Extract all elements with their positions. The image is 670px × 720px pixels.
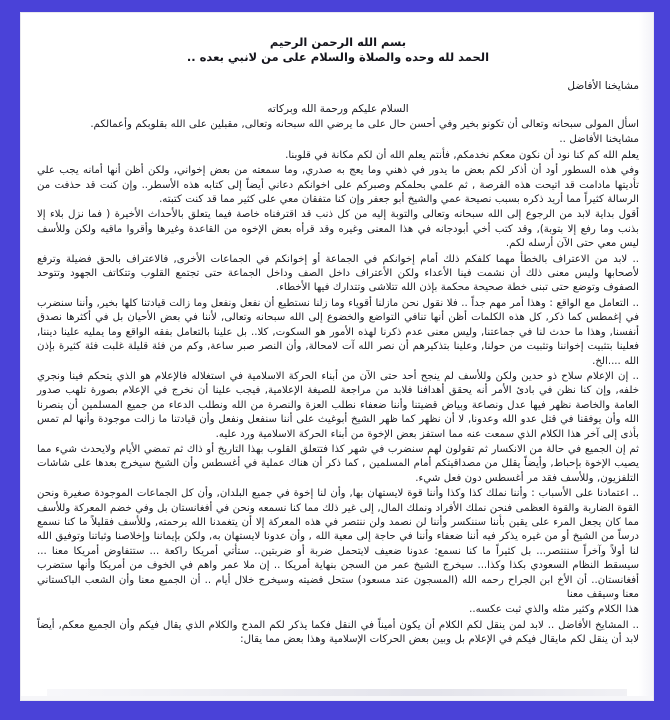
- greeting-line: السلام عليكم ورحمة الله وبركاته: [267, 103, 409, 115]
- paragraph-5: أقول بداية لابد من الرجوع إلى الله سبحانه وتعالى والتوبة إليه من كل ذنب قد اقترفناه خاصة فيما يتعلق بالأحداث الأخيرة ( فما نزل بلاء إلا بذنب وما رفع إلا بتوبة), وقد كتب أخي أبودجانه في هذا المعنى وغيره وقد قرأه بعض الإخوه من القاعدة وغيرها وأقروا ماقيه ولكن وللأسف ليس معي حتى الآن أرسله لكم.: [37, 209, 639, 250]
- salutation-title: مشايخنا الأفاضل: [567, 80, 639, 92]
- scan-bottom-band: [21, 696, 653, 700]
- paragraph-12: .. المشايخ الأفاضل .. لابد لمن ينقل لكم الكلام أن يكون أميناً في النقل فكما يذكر لكم المدح والكلام الذي يقال فيكم وأن الجميع معكم, أيضاً لابد أن ينقل لكم مايقال فيكم في الإعلام بل وبين بعض الحركات الإسلامية وهذا بعض مما يقال:: [37, 619, 639, 646]
- paragraph-2: مشايخنا الأفاضل ..: [559, 134, 639, 146]
- paragraph-9: ثم إن الجميع في حالة من الانكسار ثم تقولون لهم سنضرب في شهر كذا فتتعلق القلوب بهذا التاريخ أو ذاك ثم تمضي الأيام ولايحدث شيء مما يصيب الإخوة بإحباط, وأيضاً يقلل من مصداقيتكم أمام المسلمين , كما ذكر أن هناك عملية في أغسطس وأن الشيخ سيخرج بعدها على شاشات التلفزيون, وللأسف فقد مر أغسطس دون فعل شيء.: [37, 443, 639, 484]
- paragraph-8: .. إن الإعلام سلاح ذو حدين ولكن وللأسف لم ينجح أحد حتى الآن من أبناء الحركة الاسلامية في استغلاله فالإعلام هو الذي يتحكم فينا ونجري خلفه, وإن كنا نظن في بادئ الأمر أنه يحقق أهدافنا فلابد من مراجعة للصيغة الإعلامية, فيجب علينا أن نخرج في الإعلام بصورة تلهب صدور العامة والخاصة نظهر فيها عدل ونصاعة وبياض قضيتنا وأننا ضعفاء نطلب العزة والنصرة من الله ونطلب الدعاء من جميع المسلمين أن ينصرنا الله وأن يوفقنا في قتل عدو الله وعدونا, لا أن نظهر كما ظهر الشيخ أبوغيث على أننا سنفعل ونفعل وأن قيادتنا ما زالت موجودة وأنها لم تمس بأذى إلى آخر هذا الكلام الذي سمعت عنه مما استفز بعض الإخوة من أبناء الحركة الاسلامية ورد عليه.: [37, 370, 639, 440]
- paragraph-4: وفي هذه السطور أود أن أذكر لكم بعض ما يدور في ذهني وما يعج به صدري, وما سمعته من بعض إخواني, ولكن أظن أنها أمانه يجب علي تأديتها مادامت قد اتيحت هذه الفرصة , ثم علمي بحلمكم وصبركم على اخوانكم دعاني أيضاً إلى كتابه هذه الأسطر.. وإن كنت قد حذفت من الرسالة كثيراً مما أريد ذكره بسبب نصيحة عمي والشيخ أبو جعفر وإن كنا متفقان معي على كثير مما قد كنت كتبته.: [37, 165, 639, 206]
- scan-bottom-strip: [47, 689, 627, 696]
- paragraph-11: هذا الكلام وكثير مثله والذي ثبت عكسه..: [469, 604, 639, 616]
- paragraph-6: .. لابد من الاعتراف بالخطأ مهما كلفكم ذلك أمام إخوانكم في الجماعة أو إخوانكم في الجماعات الأخرى, فالاعتراف بالحق فضيلة وترفع لأصحابها وليس معنى ذلك أن نشمت فينا الأعداء ولكن الأعتراف داخل الصف وداخل الجماعة حتى تجتمع القلوب وتتكاتف الجهود وتتوحد الصفوف وتوضع حتى تبنى خطة صحيحة محكمة بإذن الله تتلاشى وتتدارك فيها الأخطاء.: [37, 253, 639, 294]
- document-paper-sheet: [21, 13, 653, 700]
- paragraph-10: .. اعتمادنا على الأسباب : وأننا نملك كذا وكذا وأننا قوة لايستهان بها, وأن لنا إخوة في جميع البلدان, وأن كل الجماعات الموجودة صغيرة ونحن القوة الضاربة والقوة العظمى فنحن نملك الأفراد ونملك المال, إلى غير ذلك مما كنا نسمعه ونحن في أفغانستان بل وفي خضم المعركة وللأسف مما كان يجعل المرء على يقين بأننا سننكسر وأننا لن نصمد ولن ننتصر في هذه المعركة إلا أن يتغمدنا الله برحمته, وللأسف فقليلاً ما كنا نسمع درساً من الشيخ أو من غيره يذكر فيه أننا ضعفاء وأننا في حاجة إلى معية الله , وأن عدونا لايستهان به, ولكن بإيماننا وإخلاصنا وثباتنا وتوفيق الله لنا أولاً وآخراً سننتصر... بل كثيراً ما كنا نسمع: عدونا ضعيف لايتحمل ضربة أو ضربتين.. ستأتي أمريكا راكعة ... ستتفاوض أمريكا معنا ... سيسقط النظام السعودي بكذا وكذا... سيخرج الشيخ عمر من السجن بنهاية أمريكا .. إن ملا عمر واهم في الخوف من أمريكا وأنها ستضرب أفغانستان.. أن الأخ ابن الجراح رحمه الله (المسجون عند مسعود) ستحل قضيته وسيخرج خلال أيام .. أن الجميع معنا وأن الشعب الباكستاني معنا وسيقف معنا: [37, 488, 639, 600]
- basmala-line: بسم الله الرحمن الرحيم: [269, 35, 407, 49]
- hamdala-line: الحمد لله وحده والصلاة والسلام على من لانبي بعده ..: [186, 50, 490, 64]
- paragraph-3: يعلم الله كم كنا نود أن نكون معكم نخدمكم, فأنتم يعلم الله أن لكم مكانة في قلوبنا.: [285, 149, 639, 161]
- document-text-body: [21, 13, 653, 700]
- paragraph-1: اسأل المولى سبحانه وتعالى أن تكونو بخير وفي أحسن حال على ما يرضي الله سبحانه وتعالى, مقبلين على الله بقلوبكم وأعمالكم.: [90, 119, 639, 130]
- paragraph-7: .. التعامل مع الواقع : وهذا أمر مهم جداً .. فلا نقول نحن مازلنا أقوياء وما زلنا نستطيع أن نفعل ونفعل وما زالت قيادتنا كلها بخير, وأننا سنضرب في إغمطس كما ذكر, كل هذه الكلمات أظن أنها تنافي التواضع والخضوع إلى الله سبحانه وتعالى, لأننا في بعض الأحيان بل في أكثرها نصدق أنفسنا, وهذا ما حدث لنا في جماعتنا, وليس معنى عدم ذكرنا لهذه الأمور هو السكوت, كلا.. بل علينا بالتعامل بفقه الواقع وما يمليه علينا ديننا, فعلينا بتثبيت إخواننا وتثبيت من حولنا, وعلينا بتذكيرهم أن نصر الله آت لامحالة, وأن النصر صبر ساعة, وكم من فئة قليلة غلبت فئة كثيرة بإذن الله ....الخ.: [37, 297, 639, 367]
- document-heading-block: [37, 35, 639, 65]
